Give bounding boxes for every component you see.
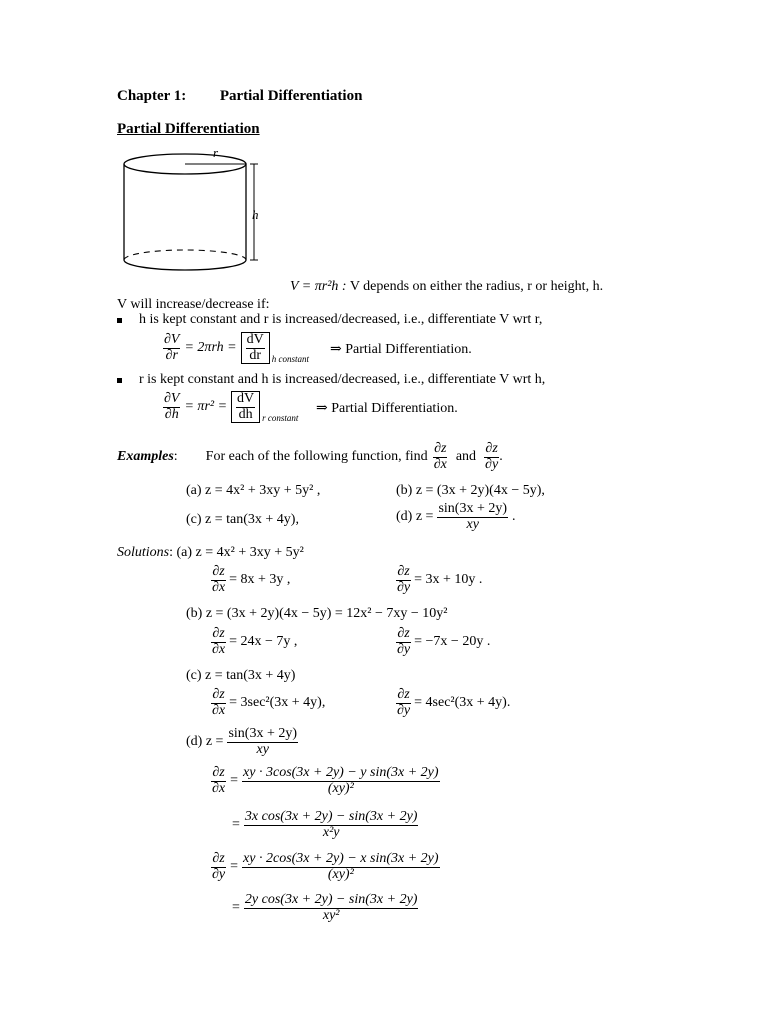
b1-d-sub: h constant — [271, 354, 309, 365]
b1-lhs-num: ∂V — [164, 332, 180, 347]
sol-c-dzdy — [396, 688, 510, 718]
b1-d-den: dr — [249, 347, 261, 363]
sol-d-dx-den: (xy)² — [327, 780, 354, 796]
sol-d-dy2-den: xy² — [322, 907, 340, 923]
examples-prompt: For each of the following function, find — [205, 449, 428, 465]
ex-f1-den: ∂x — [433, 456, 447, 472]
dx-den: ∂x — [212, 579, 226, 595]
equals: = — [230, 773, 239, 789]
sol-c-dx-rhs: = 3sec²(3x + 4y), — [229, 695, 326, 711]
sol-d-label: (d) z = — [186, 734, 224, 750]
example-d — [396, 502, 516, 532]
dz-num: ∂z — [397, 626, 410, 641]
b1-lhs-den: ∂r — [165, 347, 178, 363]
volume-formula: V = πr²h : — [290, 279, 347, 294]
sol-d-dzdx-simplified — [232, 810, 418, 840]
sol-d-dy-num: xy · 2cos(3x + 2y) − x sin(3x + 2y) — [243, 851, 439, 866]
dz-num: ∂z — [212, 765, 225, 780]
b2-d-num: dV — [237, 391, 255, 406]
bullet-1-equation — [163, 332, 309, 364]
b2-d-den: dh — [238, 406, 253, 422]
bullet-2-text: r is kept constant and h is increased/decreased, i.e., differentiate V wrt h, — [139, 372, 546, 387]
b2-lhs-num: ∂V — [164, 391, 180, 406]
examples-and: and — [455, 449, 477, 465]
sol-d-dx2-num: 3x cos(3x + 2y) − sin(3x + 2y) — [244, 809, 418, 824]
sol-d-dy2-num: 2y cos(3x + 2y) − sin(3x + 2y) — [244, 892, 418, 907]
height-label: h — [252, 207, 259, 222]
examples-line — [117, 442, 503, 472]
dy-den: ∂y — [212, 866, 226, 882]
solutions-a-line — [117, 545, 304, 561]
sol-d-dx-num: xy · 3cos(3x + 2y) − y sin(3x + 2y) — [243, 765, 439, 780]
dy-den: ∂y — [397, 702, 411, 718]
b2-mid: = πr² = — [184, 399, 228, 415]
cylinder-diagram — [122, 148, 267, 280]
example-d-den: xy — [466, 516, 479, 532]
ex-f2-den: ∂y — [485, 456, 499, 472]
equals: = — [232, 900, 240, 916]
bullet-2-marker — [117, 378, 122, 383]
dz-num: ∂z — [212, 626, 225, 641]
dx-den: ∂x — [212, 641, 226, 657]
sol-d-line — [186, 727, 298, 757]
section-heading: Partial Differentiation — [117, 121, 260, 137]
bullet-1-text: h is kept constant and r is increased/decreased, i.e., differentiate V wrt r, — [139, 312, 543, 327]
dx-den: ∂x — [212, 780, 226, 796]
sol-d-dx2-den: x²y — [322, 824, 340, 840]
dy-den: ∂y — [397, 641, 411, 657]
sol-b-line: (b) z = (3x + 2y)(4x − 5y) = 12x² − 7xy − 10y² — [186, 606, 448, 621]
sol-d-num: sin(3x + 2y) — [228, 726, 297, 741]
sol-d-den: xy — [256, 741, 269, 757]
example-a: (a) z = 4x² + 3xy + 5y² , — [186, 483, 321, 498]
sol-a-dy-rhs: = 3x + 10y . — [414, 572, 483, 588]
sol-d-dzdy — [211, 852, 440, 882]
sol-a-dzdy — [396, 565, 482, 595]
dz-num: ∂z — [397, 687, 410, 702]
examples-end: . — [499, 449, 503, 465]
sol-b-dy-rhs: = −7x − 20y . — [414, 634, 491, 650]
example-d-label: (d) z = — [396, 509, 434, 525]
bullet-2-equation — [163, 391, 298, 423]
sol-b-dzdy — [396, 627, 490, 657]
radius-label: r — [213, 145, 219, 160]
equals: = — [230, 859, 239, 875]
equals: = — [232, 817, 240, 833]
sol-b-dx-rhs: = 24x − 7y , — [229, 634, 298, 650]
dz-num: ∂z — [212, 851, 225, 866]
intro-line: V will increase/decrease if: — [117, 297, 270, 312]
dz-num: ∂z — [397, 564, 410, 579]
example-b: (b) z = (3x + 2y)(4x − 5y), — [396, 483, 545, 498]
dz-num: ∂z — [212, 687, 225, 702]
example-d-end: . — [512, 509, 516, 525]
sol-c-line: (c) z = tan(3x + 4y) — [186, 668, 296, 683]
examples-colon: : — [173, 449, 178, 465]
sol-a-dx-rhs: = 8x + 3y , — [229, 572, 291, 588]
ex-f2-num: ∂z — [485, 441, 498, 456]
chapter-heading — [117, 88, 362, 105]
sol-a-dzdx — [211, 565, 290, 595]
examples-label: Examples — [117, 449, 174, 465]
sol-c-dzdx — [211, 688, 325, 718]
volume-text: V depends on either the radius, r or height, h. — [349, 279, 604, 294]
bullet-2-result: ⇒ Partial Differentiation. — [316, 401, 458, 416]
sol-c-dy-rhs: = 4sec²(3x + 4y). — [414, 695, 511, 711]
solutions-label: Solutions — [117, 545, 170, 560]
dx-den: ∂x — [212, 702, 226, 718]
solutions-a-eq: : (a) z = 4x² + 3xy + 5y² — [169, 545, 304, 560]
sol-d-dy-den: (xy)² — [327, 866, 354, 882]
example-d-num: sin(3x + 2y) — [438, 501, 507, 516]
sol-d-dzdx — [211, 766, 440, 796]
ex-f1-num: ∂z — [434, 441, 447, 456]
dy-den: ∂y — [397, 579, 411, 595]
dz-num: ∂z — [212, 564, 225, 579]
chapter-label: Chapter 1: — [117, 88, 187, 104]
example-c: (c) z = tan(3x + 4y), — [186, 512, 299, 527]
b1-mid: = 2πrh = — [184, 340, 237, 356]
bullet-1-result: ⇒ Partial Differentiation. — [330, 342, 472, 357]
chapter-title: Partial Differentiation — [219, 88, 363, 104]
bullet-1-marker — [117, 318, 122, 323]
sol-b-dzdx — [211, 627, 297, 657]
volume-line — [290, 279, 603, 295]
sol-d-dzdy-simplified — [232, 893, 418, 923]
b1-d-num: dV — [246, 332, 264, 347]
b2-d-sub: r constant — [262, 413, 299, 424]
b2-lhs-den: ∂h — [164, 406, 179, 422]
